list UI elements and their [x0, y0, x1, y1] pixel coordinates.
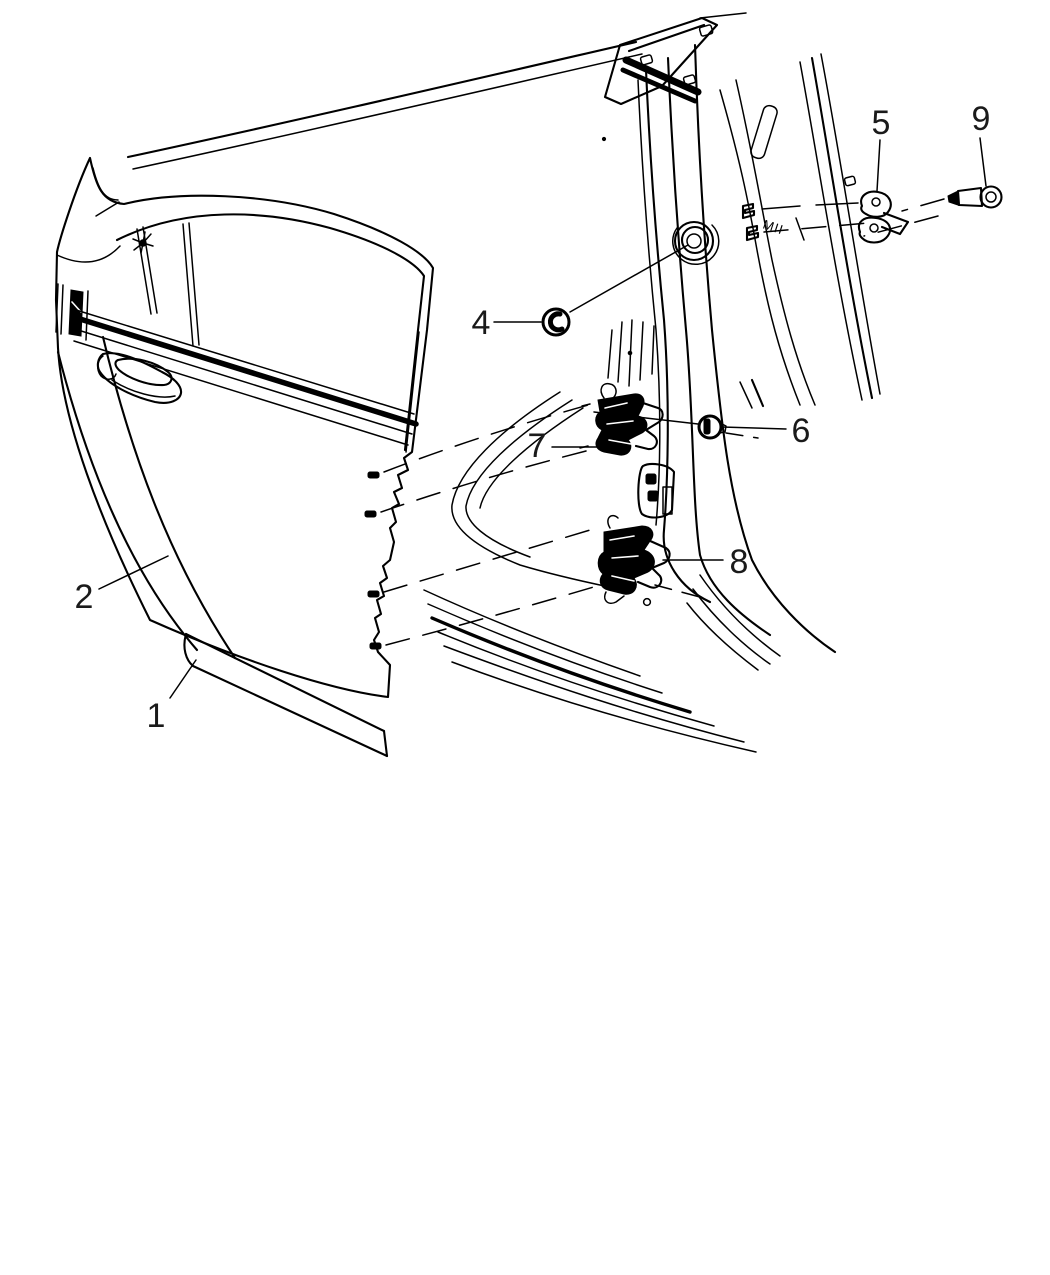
leader-1: [170, 660, 196, 698]
callout-1-label: 1: [146, 697, 166, 735]
glass-star-marking: [133, 232, 153, 253]
rear-door: [56, 158, 433, 756]
body-side-structure: [128, 13, 880, 752]
door-handle: [98, 353, 181, 403]
leader-6: [722, 427, 786, 429]
rocker-sill-lines: [424, 590, 756, 752]
parts: [543, 187, 1002, 604]
callout-5-label: 5: [871, 104, 891, 142]
callout-7-label: 7: [527, 427, 547, 465]
body-plug-drawing: [543, 309, 569, 335]
leader-hinge7-bolt-b: [381, 450, 590, 512]
callout-4-label: 4: [471, 304, 491, 342]
pillar-applique: [749, 104, 778, 160]
mirror-flag: [93, 168, 119, 216]
roof-clip-hole: [640, 55, 653, 66]
callout-8-label: 8: [729, 543, 749, 581]
leader-9: [980, 138, 986, 186]
lower-hinge-drawing: [598, 516, 669, 604]
callout-2-label: 2: [74, 578, 94, 616]
lower-door-molding: [184, 634, 387, 756]
leader-lines: [99, 138, 986, 698]
door-check-striker-drawing: [859, 192, 908, 243]
dot-marking: [628, 351, 632, 355]
leader-hinge7-bolt-a: [384, 404, 592, 472]
leader-9-dash-upper: [902, 199, 944, 211]
leader-5-clip-upper: [762, 203, 858, 209]
door-hinge-edge-studs: [365, 332, 419, 649]
leader-hinge8-bolt-a: [384, 527, 600, 592]
bolt-drawing: [948, 187, 1002, 208]
pillar-hatching: [608, 320, 654, 386]
callout-9-label: 9: [971, 100, 991, 138]
pillar-stamped-marking: MII: [761, 216, 786, 238]
leader-6-dash: [726, 433, 758, 438]
roof-rail-lines: [128, 13, 746, 169]
roof-corner-channel: [602, 18, 717, 141]
leader-hinge8-bolt-b: [386, 583, 607, 645]
door-outline: [56, 158, 433, 697]
dot-marking: [602, 137, 605, 140]
clip-hole: [844, 176, 856, 186]
upper-hinge-drawing: [580, 384, 663, 455]
leader-5: [877, 140, 880, 191]
roof-clip-hole: [683, 75, 696, 86]
belt-molding: [74, 310, 416, 445]
leader-4-to-hole: [570, 245, 688, 312]
callout-6-label: 6: [791, 412, 811, 450]
